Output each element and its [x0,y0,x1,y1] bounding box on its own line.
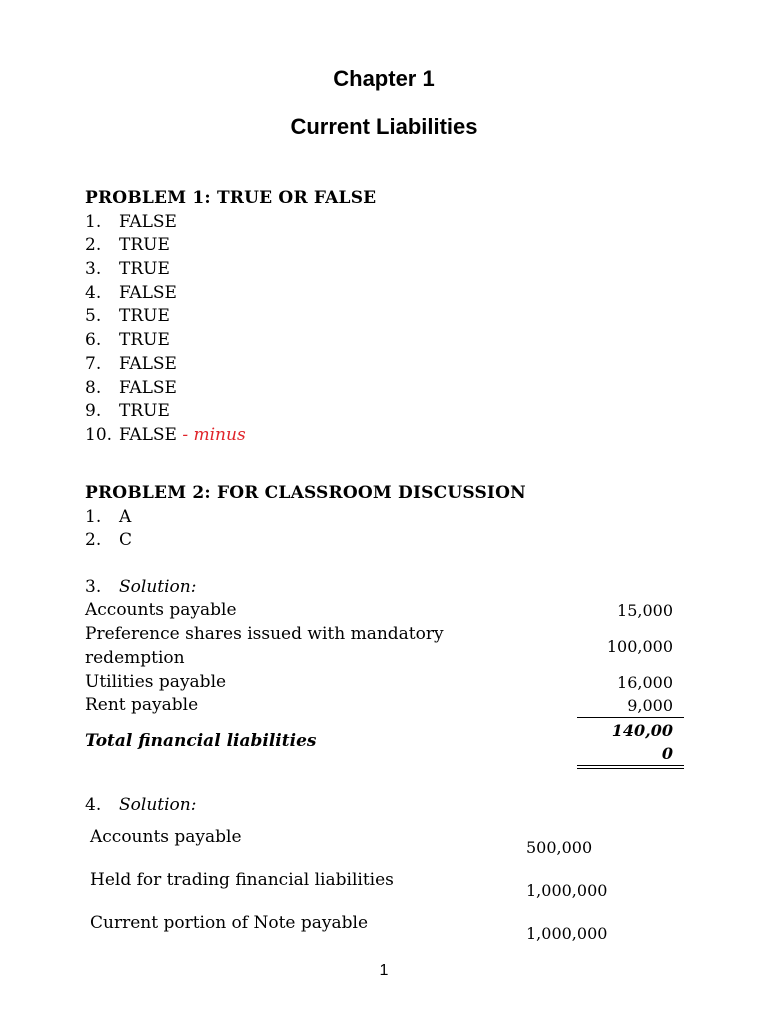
table-row-label: Accounts payable [85,600,237,620]
table-row-value: 1,000,000 [526,924,608,943]
table-row-label: Accounts payable [90,827,242,847]
list-item: 2. C [85,530,133,551]
list-item: 10. FALSE - minus [85,424,246,445]
list-item: 1. A [85,506,132,527]
list-item: 6. TRUE [85,330,170,351]
chapter-title: Chapter 1 [333,66,435,91]
problem-1 [85,187,376,448]
list-item: 4. FALSE [85,282,177,303]
list-item: 9. TRUE [85,401,170,422]
table-row-value: 500,000 [526,838,593,857]
list-item: 2. TRUE [85,235,170,256]
list-item: 3. TRUE [85,259,170,280]
list-item: 5. TRUE [85,306,170,327]
table-row-value: 1,000,000 [526,881,608,900]
total-double-rule [577,765,684,769]
total-value: 140,00 [611,721,673,740]
table-row-label: Utilities payable [85,672,227,692]
table-row-label-cont: redemption [85,648,185,668]
section-title: Current Liabilities [290,114,478,139]
table-row-value: 16,000 [617,673,673,692]
problem-1-heading: PROBLEM 1: TRUE OR FALSE [85,188,377,208]
list-item: 8. FALSE [85,377,177,398]
total-label: Total financial liabilities [85,731,317,751]
table-row-value: 9,000 [627,696,673,715]
page-number: 1 [379,962,389,979]
problem-2 [85,482,526,553]
minus-note: - minus [176,424,246,445]
list-item: 1. FALSE [85,211,177,232]
list-item: 7. FALSE [85,353,177,374]
table-row-label: Rent payable [85,695,199,715]
problem-2-heading: PROBLEM 2: FOR CLASSROOM DISCUSSION [85,483,526,503]
table-row-value: 15,000 [617,601,673,620]
table-row-label: Current portion of Note payable [90,913,369,933]
subtotal-rule [577,717,684,718]
total-value-cont: 0 [661,744,673,763]
table-row-value: 100,000 [606,637,673,656]
table-row-label: Preference shares issued with mandatory [85,624,444,644]
table-row-label: Held for trading financial liabilities [90,870,394,890]
solution-3-label: 3. Solution: [85,577,197,597]
solution-4-label: 4. Solution: [85,795,197,815]
